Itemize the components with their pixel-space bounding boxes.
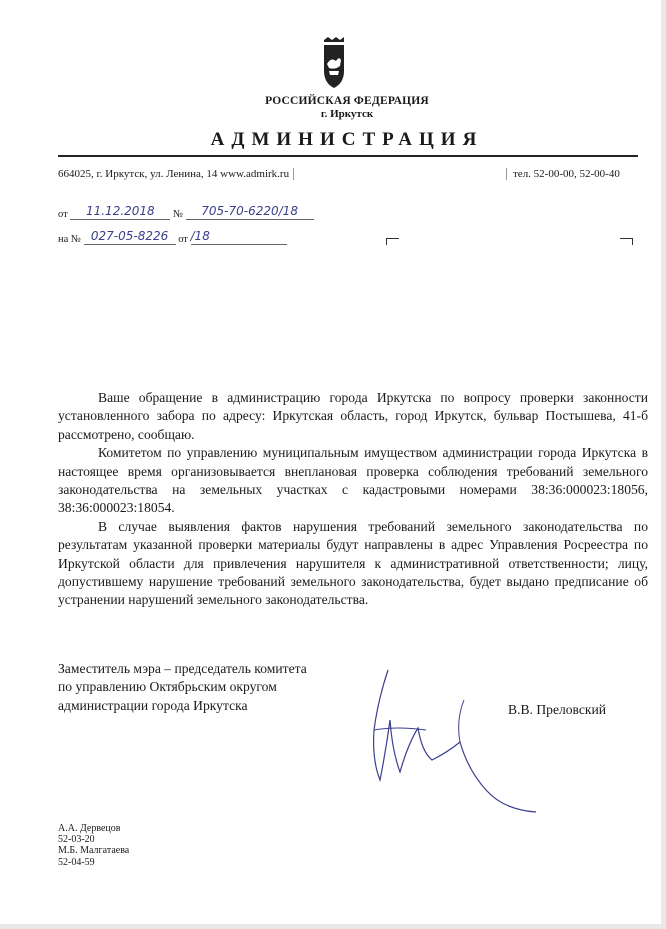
signatory-name: В.В. Преловский: [508, 702, 607, 717]
incoming-number: 027-05-8226: [84, 229, 176, 245]
executor-line: 52-04-59: [58, 856, 95, 868]
reply-label: на №: [58, 234, 81, 245]
administration-title: АДМИНИСТРАЦИЯ: [210, 129, 484, 150]
executors-footer: [58, 823, 129, 868]
executor-line: 52-03-20: [58, 834, 95, 846]
outgoing-number: 705-70-6220/18: [186, 204, 314, 220]
scan-edge-right: [661, 0, 666, 929]
body-paragraph: Комитетом по управлению муниципальным имуществом администрации города Иркутска в настоящее время организовывается внеплановая проверка соблюдения требований земельного законодательства на земельных участках с кадастровыми номерами 38:36:000023:18056, 38:36:000023:18054.: [58, 445, 648, 516]
city-name: г. Иркутск: [320, 108, 374, 120]
addressee-corner-right: [620, 238, 633, 245]
executor-line: М.Б. Малгатаева: [58, 845, 130, 857]
letter-body: [58, 389, 648, 610]
date-label: от: [58, 209, 68, 220]
incoming-date: /18: [191, 229, 287, 245]
header-divider: [58, 155, 638, 157]
body-paragraph: Ваше обращение в администрацию города Иркутска по вопросу проверки законности установленного забора по адресу: Иркутская область, город Иркутск, бульвар Постышева, 41-б рассмотрено, сообщаю.: [58, 390, 648, 442]
executor-line: А.А. Дервецов: [58, 823, 121, 834]
reply-from-label: от: [178, 234, 188, 245]
outgoing-registration: [58, 204, 314, 220]
country-name: РОССИЙСКАЯ ФЕДЕРАЦИЯ: [265, 95, 429, 107]
incoming-registration: [58, 229, 287, 245]
signatory-position: [58, 660, 388, 715]
address-line: 664025, г. Иркутск, ул. Ленина, 14 www.admirk.ru: [58, 168, 294, 180]
position-line: Заместитель мэра – председатель комитета: [58, 661, 307, 676]
handwritten-signature-icon: [356, 660, 566, 820]
number-label: №: [172, 209, 183, 220]
position-line: по управлению Октябрьским округом: [58, 679, 277, 695]
body-paragraph: В случае выявления фактов нарушения требований земельного законодательства по результатам указанной проверки материалы будут направлены в адрес Управления Росреестра по Иркутской области для привлечения нарушителя к административной ответственности; лицу, допустившему нарушение требований земельного законодательства, будет выдано предписание об устранении нарушений земельного законодательства.: [58, 518, 648, 608]
position-line: администрации города Иркутска: [58, 697, 248, 713]
outgoing-date: 11.12.2018: [70, 204, 170, 220]
scan-edge-bottom: [0, 924, 666, 929]
addressee-corner-left: [386, 238, 399, 245]
phone-line: тел. 52-00-00, 52-00-40: [506, 168, 620, 180]
city-coat-of-arms-icon: [322, 37, 346, 89]
